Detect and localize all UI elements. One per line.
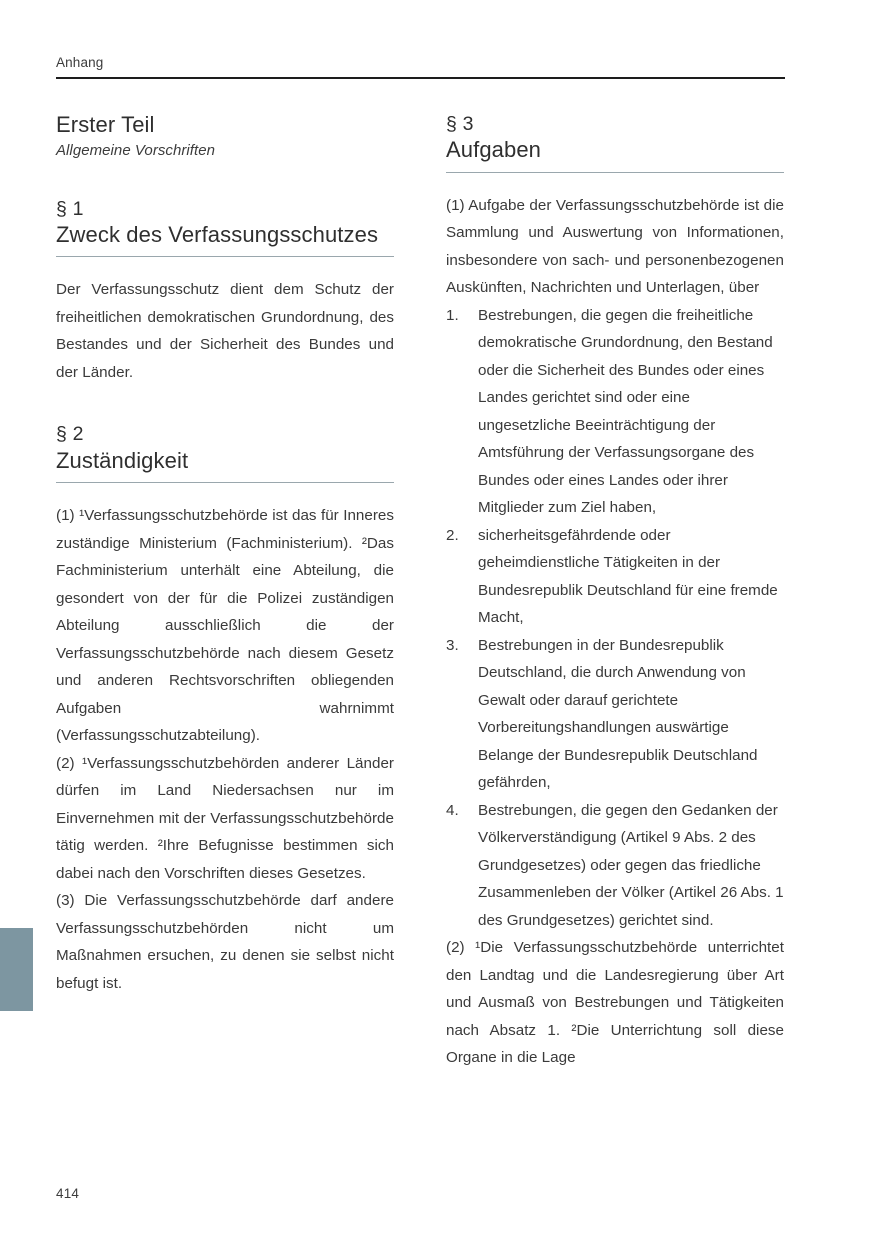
- paragraph-text: (1) Aufgabe der Verfassungsschutzbehörde ist die Sammlung und Auswertung von Informationen, insbesondere von sach- und personenbezogenen Auskünften, Nachrichten und Unterlagen, über: [446, 196, 784, 297]
- section-title: Aufgaben: [446, 137, 541, 163]
- running-head: [56, 55, 785, 79]
- running-head-rule: [56, 77, 785, 78]
- left-column: [56, 112, 394, 1072]
- section-title: Zweck des Verfassungsschutzes: [56, 222, 379, 248]
- enumerated-list: [446, 302, 784, 935]
- page-number: 414: [56, 1186, 80, 1201]
- paragraph-text: (2) ¹Die Verfassungsschutzbehörde unterrichtet den Landtag und die Landesregierung über Art und Ausmaß von Bestrebungen und Tätigkeiten nach Absatz 1. ²Die Unterrichtung soll diese Organe in die Lage: [446, 939, 784, 1067]
- section-title: Zuständigkeit: [56, 447, 189, 473]
- part-subtitle: Allgemeine Vorschriften: [56, 141, 216, 159]
- paragraph-text: (1) ¹Verfassungsschutzbehörde ist das für Inneres zuständige Ministerium (Fachministerium). ²Das Fachministerium unterhält eine Abteilung, die gesondert von der für die Polizei zuständigen Abteilung ausschließlich die der Verfassungsschutzbehörde nach diesem Gesetz und anderen Rechtsvorschriften obliegenden Aufgaben wahrnimmt (Verfassungsschutzabteilung).: [56, 507, 394, 745]
- section-heading-paragraph-2: [56, 422, 394, 483]
- list-item-marker: 3.: [446, 636, 459, 654]
- section-heading-paragraph-1: [56, 197, 394, 258]
- running-head-label: Anhang: [56, 55, 104, 70]
- list-item-marker: 1.: [446, 306, 459, 324]
- section-rule: [446, 172, 784, 173]
- list-item: [446, 302, 784, 522]
- section-number: § 3: [446, 113, 474, 135]
- paragraph-text: Der Verfassungsschutz dient dem Schutz der freiheitlichen demokratischen Grundordnung, des Bestandes und der Sicherheit des Bundes und der Länder.: [56, 281, 394, 381]
- list-item: [446, 797, 784, 935]
- section-heading-paragraph-3: [446, 112, 784, 173]
- body-columns: [56, 112, 785, 1072]
- section-rule: [56, 256, 394, 257]
- right-column: [446, 112, 784, 1072]
- paragraph-text: (3) Die Verfassungsschutzbehörde darf andere Verfassungsschutzbehörden nicht um Maßnahmen ersuchen, zu denen sie selbst nicht befugt ist.: [56, 892, 394, 992]
- section-number: § 2: [56, 423, 84, 446]
- list-item-marker: 2.: [446, 526, 459, 544]
- list-item-text: Bestrebungen, die gegen den Gedanken der Völkerverständigung (Artikel 9 Abs. 2 des Grundgesetzes) oder gegen das friedliche Zusammenleben der Völker (Artikel 26 Abs. 1 des Grundgesetzes) gerichtet sind.: [478, 801, 784, 929]
- list-item: [446, 522, 784, 632]
- list-item-marker: 4.: [446, 801, 459, 819]
- list-item-text: Bestrebungen, die gegen die freiheitliche demokratische Grundordnung, den Bestand oder die Sicherheit des Bundes oder eines Landes gerichtet sind oder eine ungesetzliche Beeinträchtigung der Amtsführung der Verfassungsorgane des Bundes oder eines Landes oder ihrer Mitglieder zum Ziel haben,: [478, 306, 773, 517]
- list-item: [446, 632, 784, 797]
- list-item-text: Bestrebungen in der Bundesrepublik Deutschland, die durch Anwendung von Gewalt oder darauf gerichtete Vorbereitungshandlungen auswärtige Belange der Bundesrepublik Deutschland gefährden,: [478, 636, 758, 792]
- list-item-text: sicherheitsgefährdende oder geheimdienstliche Tätigkeiten in der Bundesrepublik Deutschland für eine fremde Macht,: [478, 526, 778, 627]
- section-number: § 1: [56, 197, 84, 220]
- paragraph-text: (2) ¹Verfassungsschutzbehörden anderer Länder dürfen im Land Niedersachsen nur im Einvernehmen mit der Verfassungsschutzbehörde tätig werden. ²Ihre Befugnisse bestimmen sich dabei nach den Vorschriften dieses Gesetzes.: [56, 754, 394, 882]
- section-rule: [56, 482, 394, 483]
- thumb-index-tab: [0, 928, 33, 1011]
- part-title: Erster Teil: [56, 112, 155, 137]
